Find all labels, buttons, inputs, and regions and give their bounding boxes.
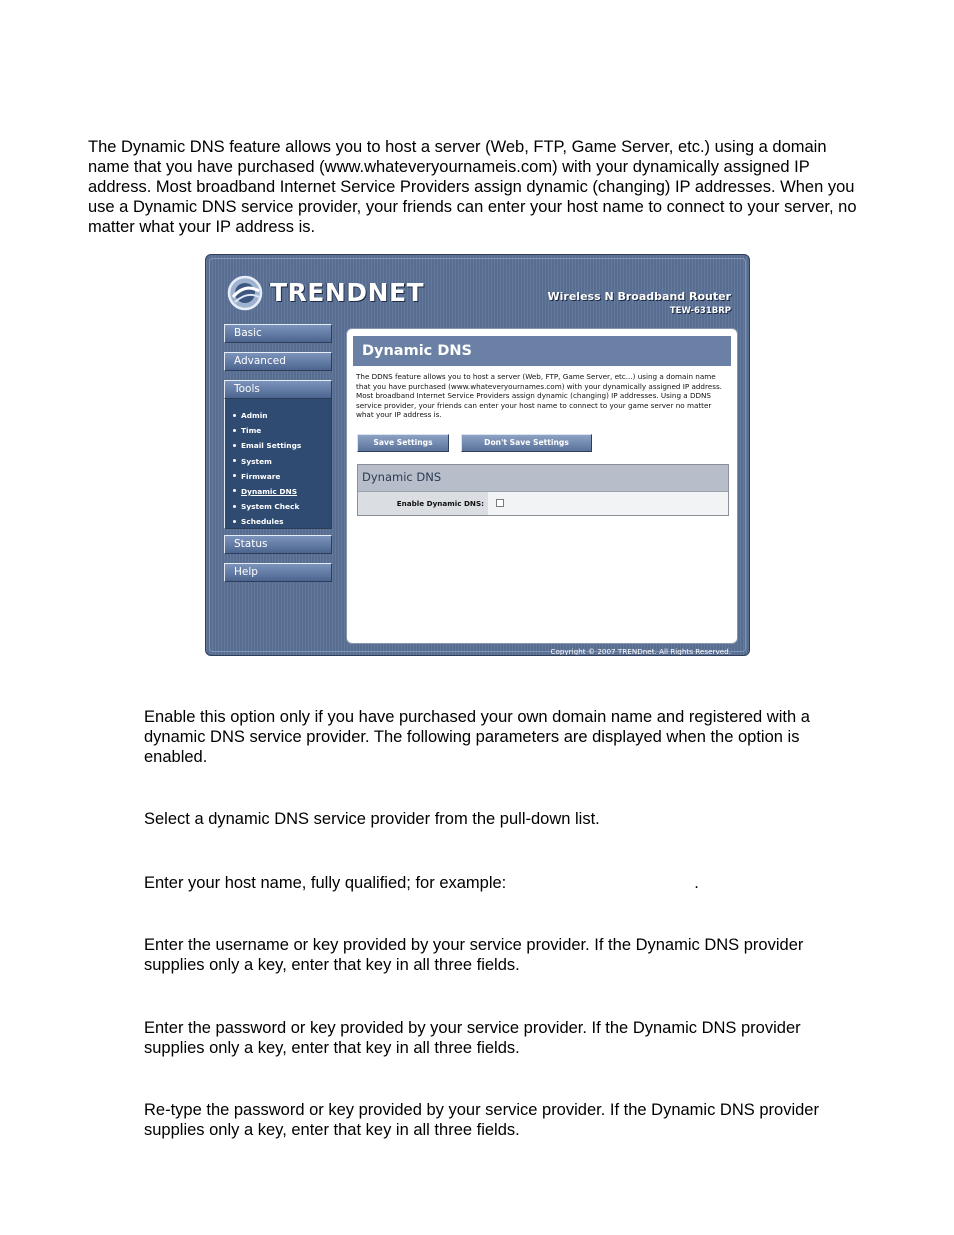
bullet-icon [233,505,236,508]
submenu-item-system[interactable]: System [233,454,301,469]
nav-tools-button[interactable]: Tools [224,380,332,399]
bullet-icon [233,520,236,523]
enable-ddns-checkbox[interactable] [496,499,504,507]
tools-submenu [233,408,301,530]
nav-advanced-button[interactable]: Advanced [224,352,332,371]
router-screenshot [205,254,750,656]
desc-host-name [144,873,864,893]
nav-help-button[interactable]: Help [224,563,332,582]
model-number: TEW-631BRP [669,306,731,316]
nav-status-button[interactable]: Status [224,535,332,554]
submenu-item-email-settings[interactable]: Email Settings [233,438,301,453]
bullet-icon [233,474,236,477]
nav-basic-button[interactable]: Basic [224,324,332,343]
dont-save-settings-button[interactable]: Don't Save Settings [461,434,592,452]
save-settings-button[interactable]: Save Settings [357,434,449,452]
desc-host-name-text: Enter your host name, fully qualified; for example: [144,874,507,892]
submenu-item-time[interactable]: Time [233,423,301,438]
copyright-footer: Copyright © 2007 TRENDnet. All Rights Reserved. [550,647,731,656]
brand-name: TRENDNET [270,278,425,307]
router-inner-frame [209,258,746,656]
trendnet-logo-icon [226,273,266,313]
ddns-settings-box [357,464,729,516]
intro-paragraph: The Dynamic DNS feature allows you to host a server (Web, FTP, Game Server, etc.) using a domain name that you have purchased (www.whateveryournameis.com) with your dynamically assigned IP address. Most broadband Internet Service Providers assign dynamic (changing) IP addresses. When you use a Dynamic DNS service provider, your friends can enter your host name to connect to your server, no matter what your IP address is. [88,138,857,236]
desc-password: Enter the password or key provided by your service provider. If the Dynamic DNS provider supplies only a key, enter that key in all three fields. [144,1019,801,1057]
ddns-section-title: Dynamic DNS [358,465,728,492]
nav-tools-group [224,380,332,529]
desc-enable-ddns: Enable this option only if you have purchased your own domain name and registered with a dynamic DNS service provider. The following parameters are displayed when the option is enabled. [144,708,810,766]
desc-username: Enter the username or key provided by your service provider. If the Dynamic DNS provider supplies only a key, enter that key in all three fields. [144,936,804,974]
desc-server-address: Select a dynamic DNS service provider from the pull-down list. [144,810,600,828]
product-title: Wireless N Broadband Router [547,290,731,303]
enable-ddns-label: Enable Dynamic DNS: [358,492,488,515]
submenu-item-schedules[interactable]: Schedules [233,514,301,529]
bullet-icon [233,414,236,417]
submenu-item-dynamic-dns[interactable]: Dynamic DNS [233,484,301,499]
submenu-item-system-check[interactable]: System Check [233,499,301,514]
page-description: The DDNS feature allows you to host a server (Web, FTP, Game Server, etc...) using a domain name that you have purchased (www.whateveryournames.com) with your dynamically assigned IP address. Most broadband Internet Service Providers assign dynamic (changing) IP addresses. Using a DDNS service provider, your friends can enter your host name to connect to your game server no matter what your IP address is. [356,372,722,420]
content-panel [346,328,738,644]
host-example-suffix: . [694,874,699,892]
page-title: Dynamic DNS [353,336,731,366]
enable-ddns-value-cell [488,492,728,515]
bullet-icon [233,489,236,492]
submenu-item-firmware[interactable]: Firmware [233,469,301,484]
bullet-icon [233,429,236,432]
submenu-item-admin[interactable]: Admin [233,408,301,423]
desc-verify-password: Re-type the password or key provided by your service provider. If the Dynamic DNS provider supplies only a key, enter that key in all three fields. [144,1101,819,1139]
bullet-icon [233,459,236,462]
bullet-icon [233,444,236,447]
